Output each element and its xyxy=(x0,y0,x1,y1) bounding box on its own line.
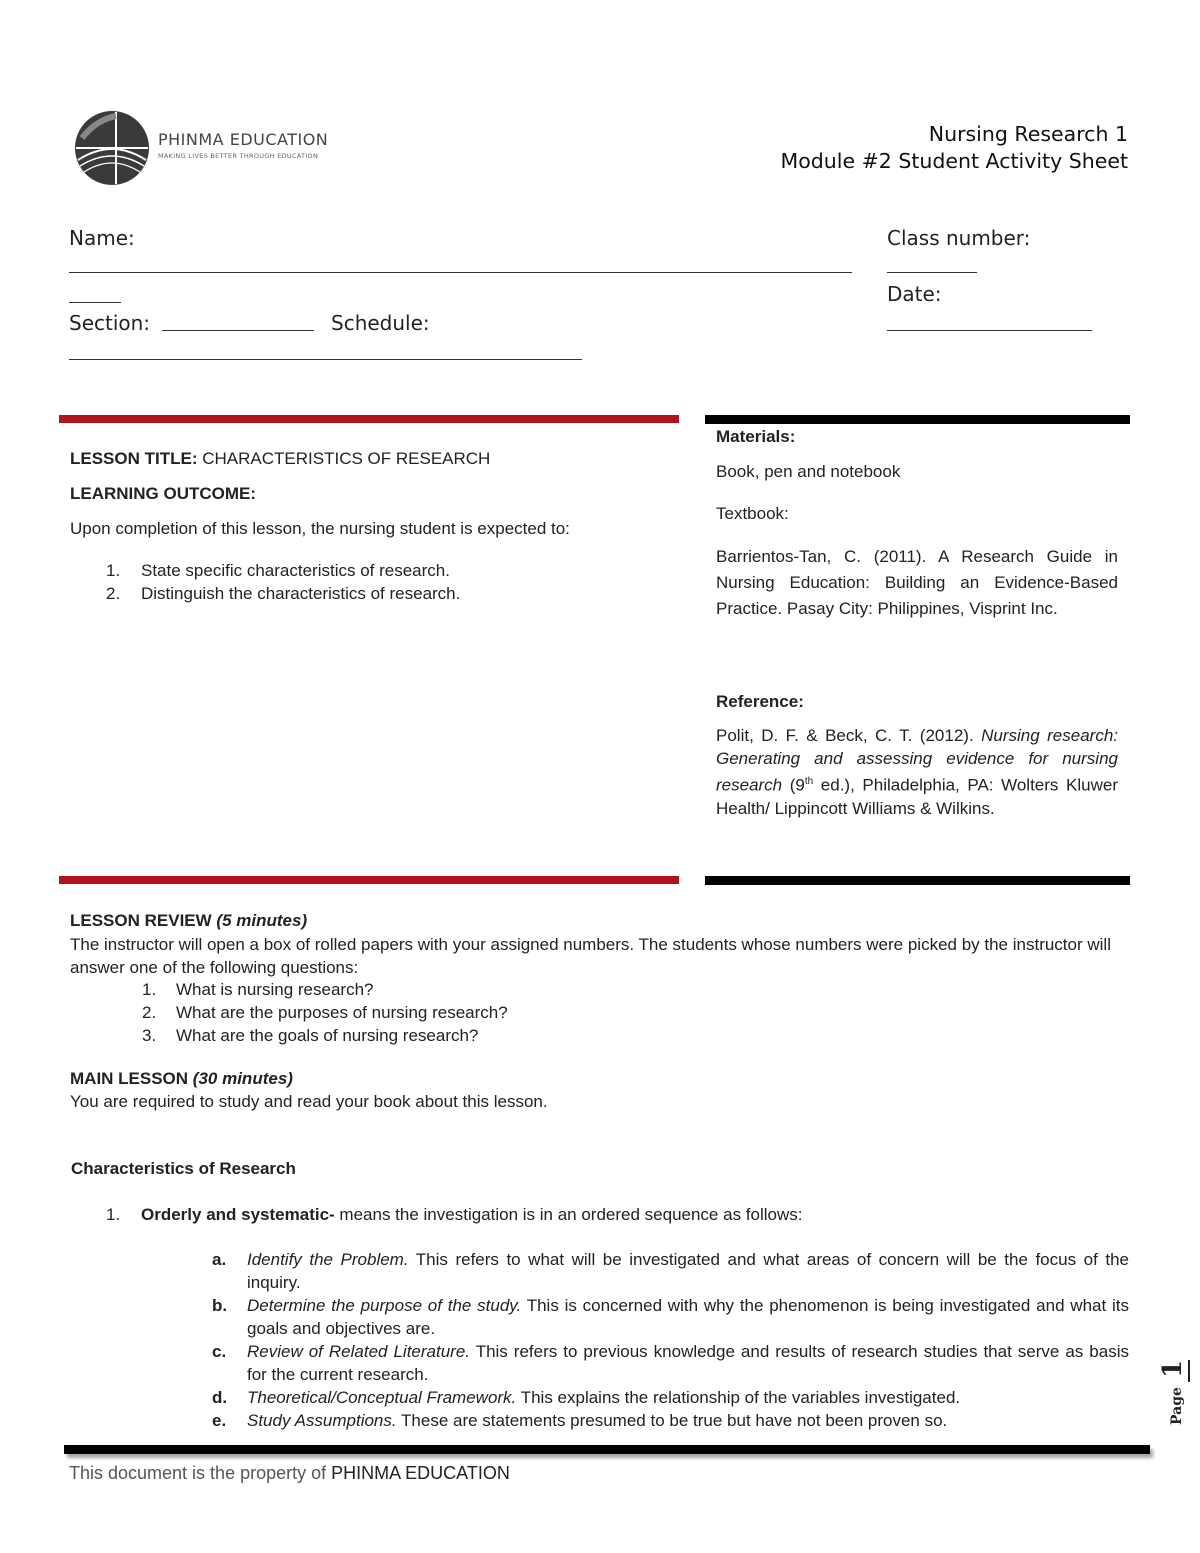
logo-tagline: MAKING LIVES BETTER THROUGH EDUCATION xyxy=(158,152,319,160)
learning-outcome-label: LEARNING OUTCOME: xyxy=(70,484,257,503)
class-number-field-line[interactable] xyxy=(887,272,977,273)
list-item: c. Review of Related Literature. This refers to previous knowledge and results of research studies that serve as basis for the current research. xyxy=(212,1342,1129,1384)
module-title: Module #2 Student Activity Sheet xyxy=(780,149,1128,173)
name-label: Name: xyxy=(69,226,135,250)
textbook-reference: Barrientos-Tan, C. (2011). A Research Guide in Nursing Education: Building an Evidence-Based Practice. Pasay City: Philippines, Visprint Inc. xyxy=(716,547,1118,618)
list-item: 2. What are the purposes of nursing research? xyxy=(142,1003,508,1022)
divider-red-top xyxy=(59,415,679,423)
materials-items: Book, pen and notebook xyxy=(716,462,901,481)
characteristic-item: 1. Orderly and systematic- means the investigation is in an ordered sequence as follows: xyxy=(106,1205,803,1224)
divider-black-top xyxy=(705,415,1130,424)
footer-property: This document is the property of PHINMA EDUCATION xyxy=(69,1463,510,1483)
lesson-title-label: LESSON TITLE: xyxy=(70,449,198,468)
materials-label: Materials: xyxy=(716,427,796,446)
list-item: e. Study Assumptions. These are statements presumed to be true but have not been proven so. xyxy=(212,1411,948,1430)
learning-outcome-intro: Upon completion of this lesson, the nursing student is expected to: xyxy=(70,519,570,538)
textbook-label: Textbook: xyxy=(716,504,789,523)
review-question-list xyxy=(70,978,970,1047)
logo-brand-text: PHINMA EDUCATION xyxy=(158,130,329,149)
name-field-line[interactable] xyxy=(69,272,852,273)
schedule-label: Schedule: xyxy=(331,311,430,335)
divider-black-bottom xyxy=(705,876,1130,885)
name-field-line-continued[interactable] xyxy=(69,302,121,303)
lesson-review-intro: The instructor will open a box of rolled papers with your assigned numbers. The students whose numbers were picked by the instructor will answer one of the following questions: xyxy=(70,935,1111,977)
lesson-title-value: CHARACTERISTICS OF RESEARCH xyxy=(202,449,491,468)
reference-label: Reference: xyxy=(716,692,804,711)
list-item: 3. What are the goals of nursing research? xyxy=(142,1026,479,1045)
list-item: 2. Distinguish the characteristics of research. xyxy=(106,584,461,603)
logo-globe-icon xyxy=(72,108,152,188)
page-number-vertical xyxy=(1158,1359,1200,1455)
section-label: Section: xyxy=(69,311,151,335)
lesson-title-line xyxy=(70,447,670,470)
main-lesson-heading: MAIN LESSON (30 minutes) xyxy=(70,1069,293,1088)
page-number: 1 xyxy=(1158,1360,1190,1382)
list-item: 1. State specific characteristics of research. xyxy=(106,561,450,580)
list-item: a. Identify the Problem. This refers to what will be investigated and what areas of concern will be the focus of the inquiry. xyxy=(212,1250,1129,1292)
section-field-line[interactable] xyxy=(162,330,314,331)
list-item: b. Determine the purpose of the study. This is concerned with why the phenomenon is being investigated and what its goals and objectives are. xyxy=(212,1296,1129,1338)
schedule-field-line[interactable] xyxy=(69,359,582,360)
characteristics-heading: Characteristics of Research xyxy=(71,1159,296,1178)
page-label: Page xyxy=(1169,1387,1185,1425)
footer-divider xyxy=(64,1445,1150,1454)
phinma-logo xyxy=(72,108,332,188)
research-steps-list xyxy=(212,1248,1129,1432)
date-field-line[interactable] xyxy=(887,330,1092,331)
learning-outcome-list xyxy=(70,559,630,605)
list-item: 1. What is nursing research? xyxy=(142,980,374,999)
lesson-review-heading: LESSON REVIEW (5 minutes) xyxy=(70,911,308,930)
course-title: Nursing Research 1 xyxy=(928,122,1128,146)
class-number-label: Class number: xyxy=(887,226,1031,250)
date-label: Date: xyxy=(887,282,942,306)
reference-citation: Polit, D. F. & Beck, C. T. (2012). Nursing research: Generating and assessing evidence for nursing research (9th ed.), Philadelphia, PA: Wolters Kluwer Health/ Lippincott Williams & Wilkins. xyxy=(716,726,1118,818)
main-lesson-instruction: You are required to study and read your book about this lesson. xyxy=(70,1092,548,1111)
list-item: d. Theoretical/Conceptual Framework. This explains the relationship of the variables investigated. xyxy=(212,1388,961,1407)
divider-red-bottom xyxy=(59,876,679,884)
